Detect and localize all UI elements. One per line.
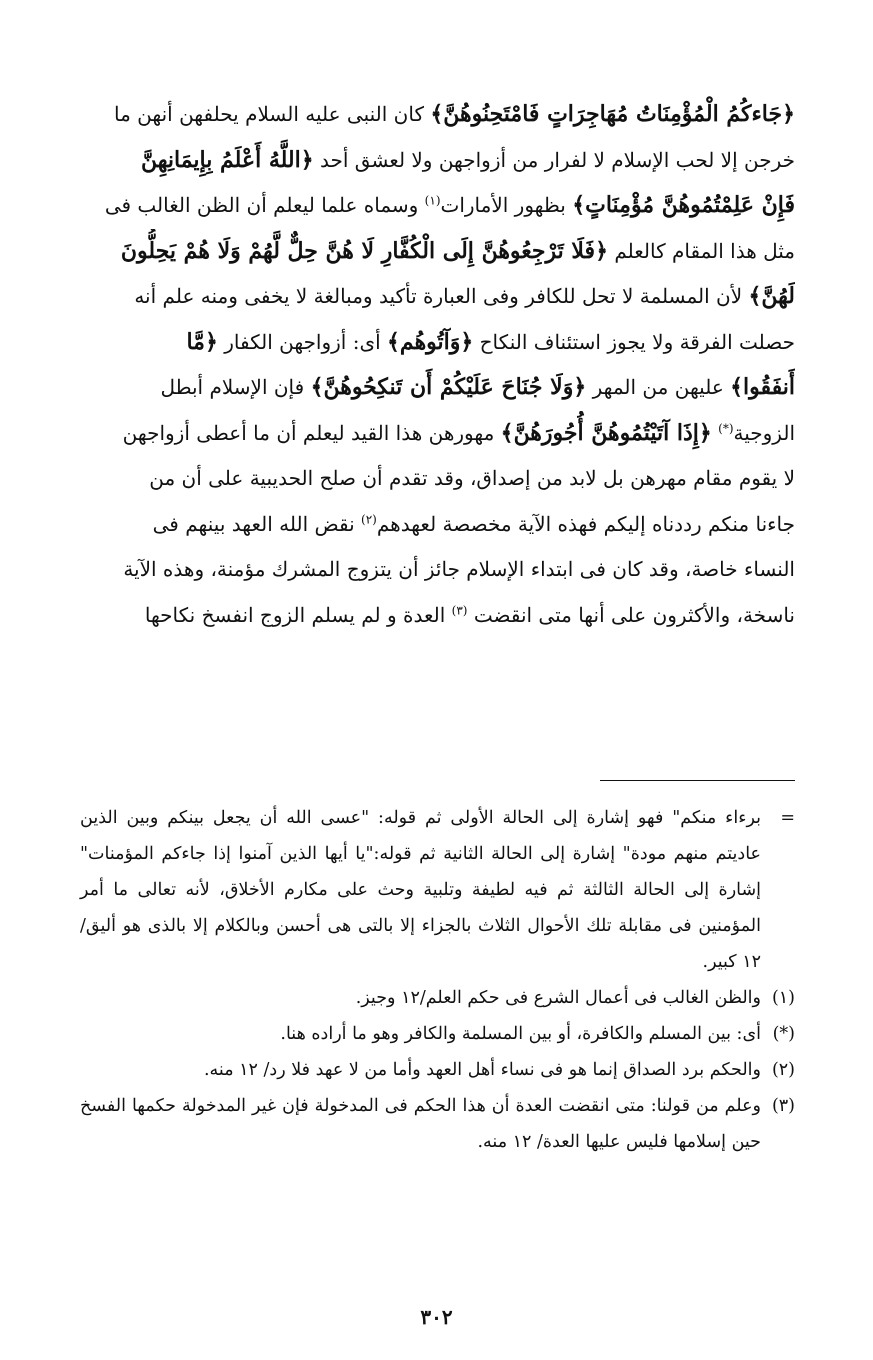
footnote-text: والحكم برد الصداق إنما هو فى نساء أهل العهد وأما من لا عهد فلا رد/ ١٢ منه. [203,1060,761,1080]
text-line [80,138,795,184]
text-segment: فإن الإسلام أبطل [160,375,311,399]
text-segment: عليهن من المهر [586,375,731,399]
text-line [80,411,795,457]
text-line [80,92,795,138]
text-line [80,229,795,275]
footnote [80,980,795,1016]
text-segment: الزوجية [733,420,795,445]
quran-verse: ﴿جَاءكُمُ الْمُؤْمِنَاتُ مُهَاجِرَاتٍ فَامْتَحِنُوهُنَّ﴾ [430,101,795,127]
quran-verse: أَنفَقُوا﴾ [730,374,795,400]
text-line [80,547,795,593]
text-segment: العدة و لم يسلم الزوج انفسخ نكاحها [144,602,452,627]
footnote-ref: (٢) [361,511,377,526]
text-line [80,502,795,548]
footnote-ref: (١) [424,193,441,208]
text-segment: لا يقوم مقام مهرهن بل لابد من إصداق، وقد تقدم أن صلح الحديبية على أن من [149,466,795,490]
text-segment: بظهور الأمارات [440,193,573,217]
main-text [80,92,795,638]
text-segment: جاءنا منكم رددناه إليكم فهذه الآية مخصصة لعهدهم [376,511,795,536]
footnote [80,800,795,980]
quran-verse: ﴿وَآتُوهُم﴾ [387,328,474,355]
text-line [80,365,795,411]
footnote-text: والظن الغالب فى أعمال الشرع فى حكم العلم/١٢ وجيز. [355,988,761,1008]
text-segment: نقض الله العهد بينهم فى [152,511,362,536]
footnote-mark: = [780,808,795,828]
quran-verse: ﴿مَّا [186,328,218,355]
footnote-text: أى: بين المسلم والكافرة، أو بين المسلمة والكافر وهو ما أراده هنا. [280,1024,761,1044]
footnote-ref: (*) [718,420,734,435]
footnote [80,1016,795,1052]
text-segment: النساء خاصة، وقد كان فى ابتداء الإسلام جائز أن يتزوج المشرك مؤمنة، وهذه الآية [123,557,795,581]
footnote-text: وعلم من قولنا: متى انقضت العدة أن هذا الحكم فى المدخولة فإن غير المدخولة حكمها الفسخ حين إسلامها فليس عليها العدة/ ١٢ منه. [80,1096,761,1152]
text-segment: مثل هذا المقام كالعلم [607,238,795,263]
page-number: ٣٠٢ [420,1305,453,1329]
footnote [80,1088,795,1160]
quran-verse: ﴿فَلَا تَرْجِعُوهُنَّ إِلَى الْكُفَّارِ لَا هُنَّ حِلٌّ لَّهُمْ وَلَا هُمْ يَحِلُّونَ [120,237,608,264]
footnotes [80,800,795,1160]
text-segment: حصلت الفرقة ولا يجوز استئناف النكاح [473,329,795,354]
text-segment: خرجن إلا لحب الإسلام لا لفرار من أزواجهن ولا لعشق أحد [313,147,795,172]
text-line [80,183,795,229]
text-line [80,320,795,366]
footnote-mark: (٣) [771,1096,795,1116]
text-segment: أى: أزواجهن الكفار [217,329,388,354]
text-segment: مهورهن هذا القيد ليعلم أن ما أعطى أزواجهن [122,420,501,445]
text-line [80,593,795,639]
quran-verse: لَهُنَّ﴾ [748,283,795,309]
footnote [80,1052,795,1088]
quran-verse: ﴿وَلَا جُنَاحَ عَلَيْكُمْ أَن تَنكِحُوهُنَّ﴾ [310,374,587,400]
footnote-mark: (*) [772,1024,795,1044]
footnote-text: برءاء منكم" فهو إشارة إلى الحالة الأولى ثم قوله: "عسى الله أن يجعل بينكم وبين الذين عاديتم منهم مودة" إشارة إلى الحالة الثانية ثم قوله:"يا أيها الذين آمنوا إذا جاءكم المؤمنات" إشارة إلى الحالة الثالثة ثم فيه لطيفة وتلبية وحث على مكارم الأخلاق، لأنه تعالى ما أمر المؤمنين فى مقابلة تلك الأحوال الثلاث بالجزاء إلا بالتى هى أحسن وبالكلام إلا بالذى هو أليق/ ١٢ كبير. [80,808,761,972]
text-segment: لأن المسلمة لا تحل للكافر وفى العبارة تأكيد ومبالغة لا يخفى ومنه علم أنه [134,284,749,308]
footnote-separator [600,780,795,781]
text-line [80,456,795,502]
footnote-mark: (١) [771,988,795,1008]
quran-verse: فَإِنْ عَلِمْتُمُوهُنَّ مُؤْمِنَاتٍ﴾ [572,192,795,218]
quran-verse: ﴿اللَّهُ أَعْلَمُ بِإِيمَانِهِنَّ [140,146,314,173]
text-segment: ناسخة، والأكثرون على أنها متى انقضت [467,602,795,627]
text-segment: وسماه علما ليعلم أن الظن الغالب فى [104,193,425,217]
footnote-mark: (٢) [771,1060,795,1080]
footnote-ref: (٣) [451,602,468,617]
text-segment: كان النبى عليه السلام يحلفهن أنهن ما [113,102,431,126]
quran-verse: ﴿إِذَا آتَيْتُمُوهُنَّ أُجُورَهُنَّ﴾ [500,419,712,446]
text-line [80,274,795,320]
